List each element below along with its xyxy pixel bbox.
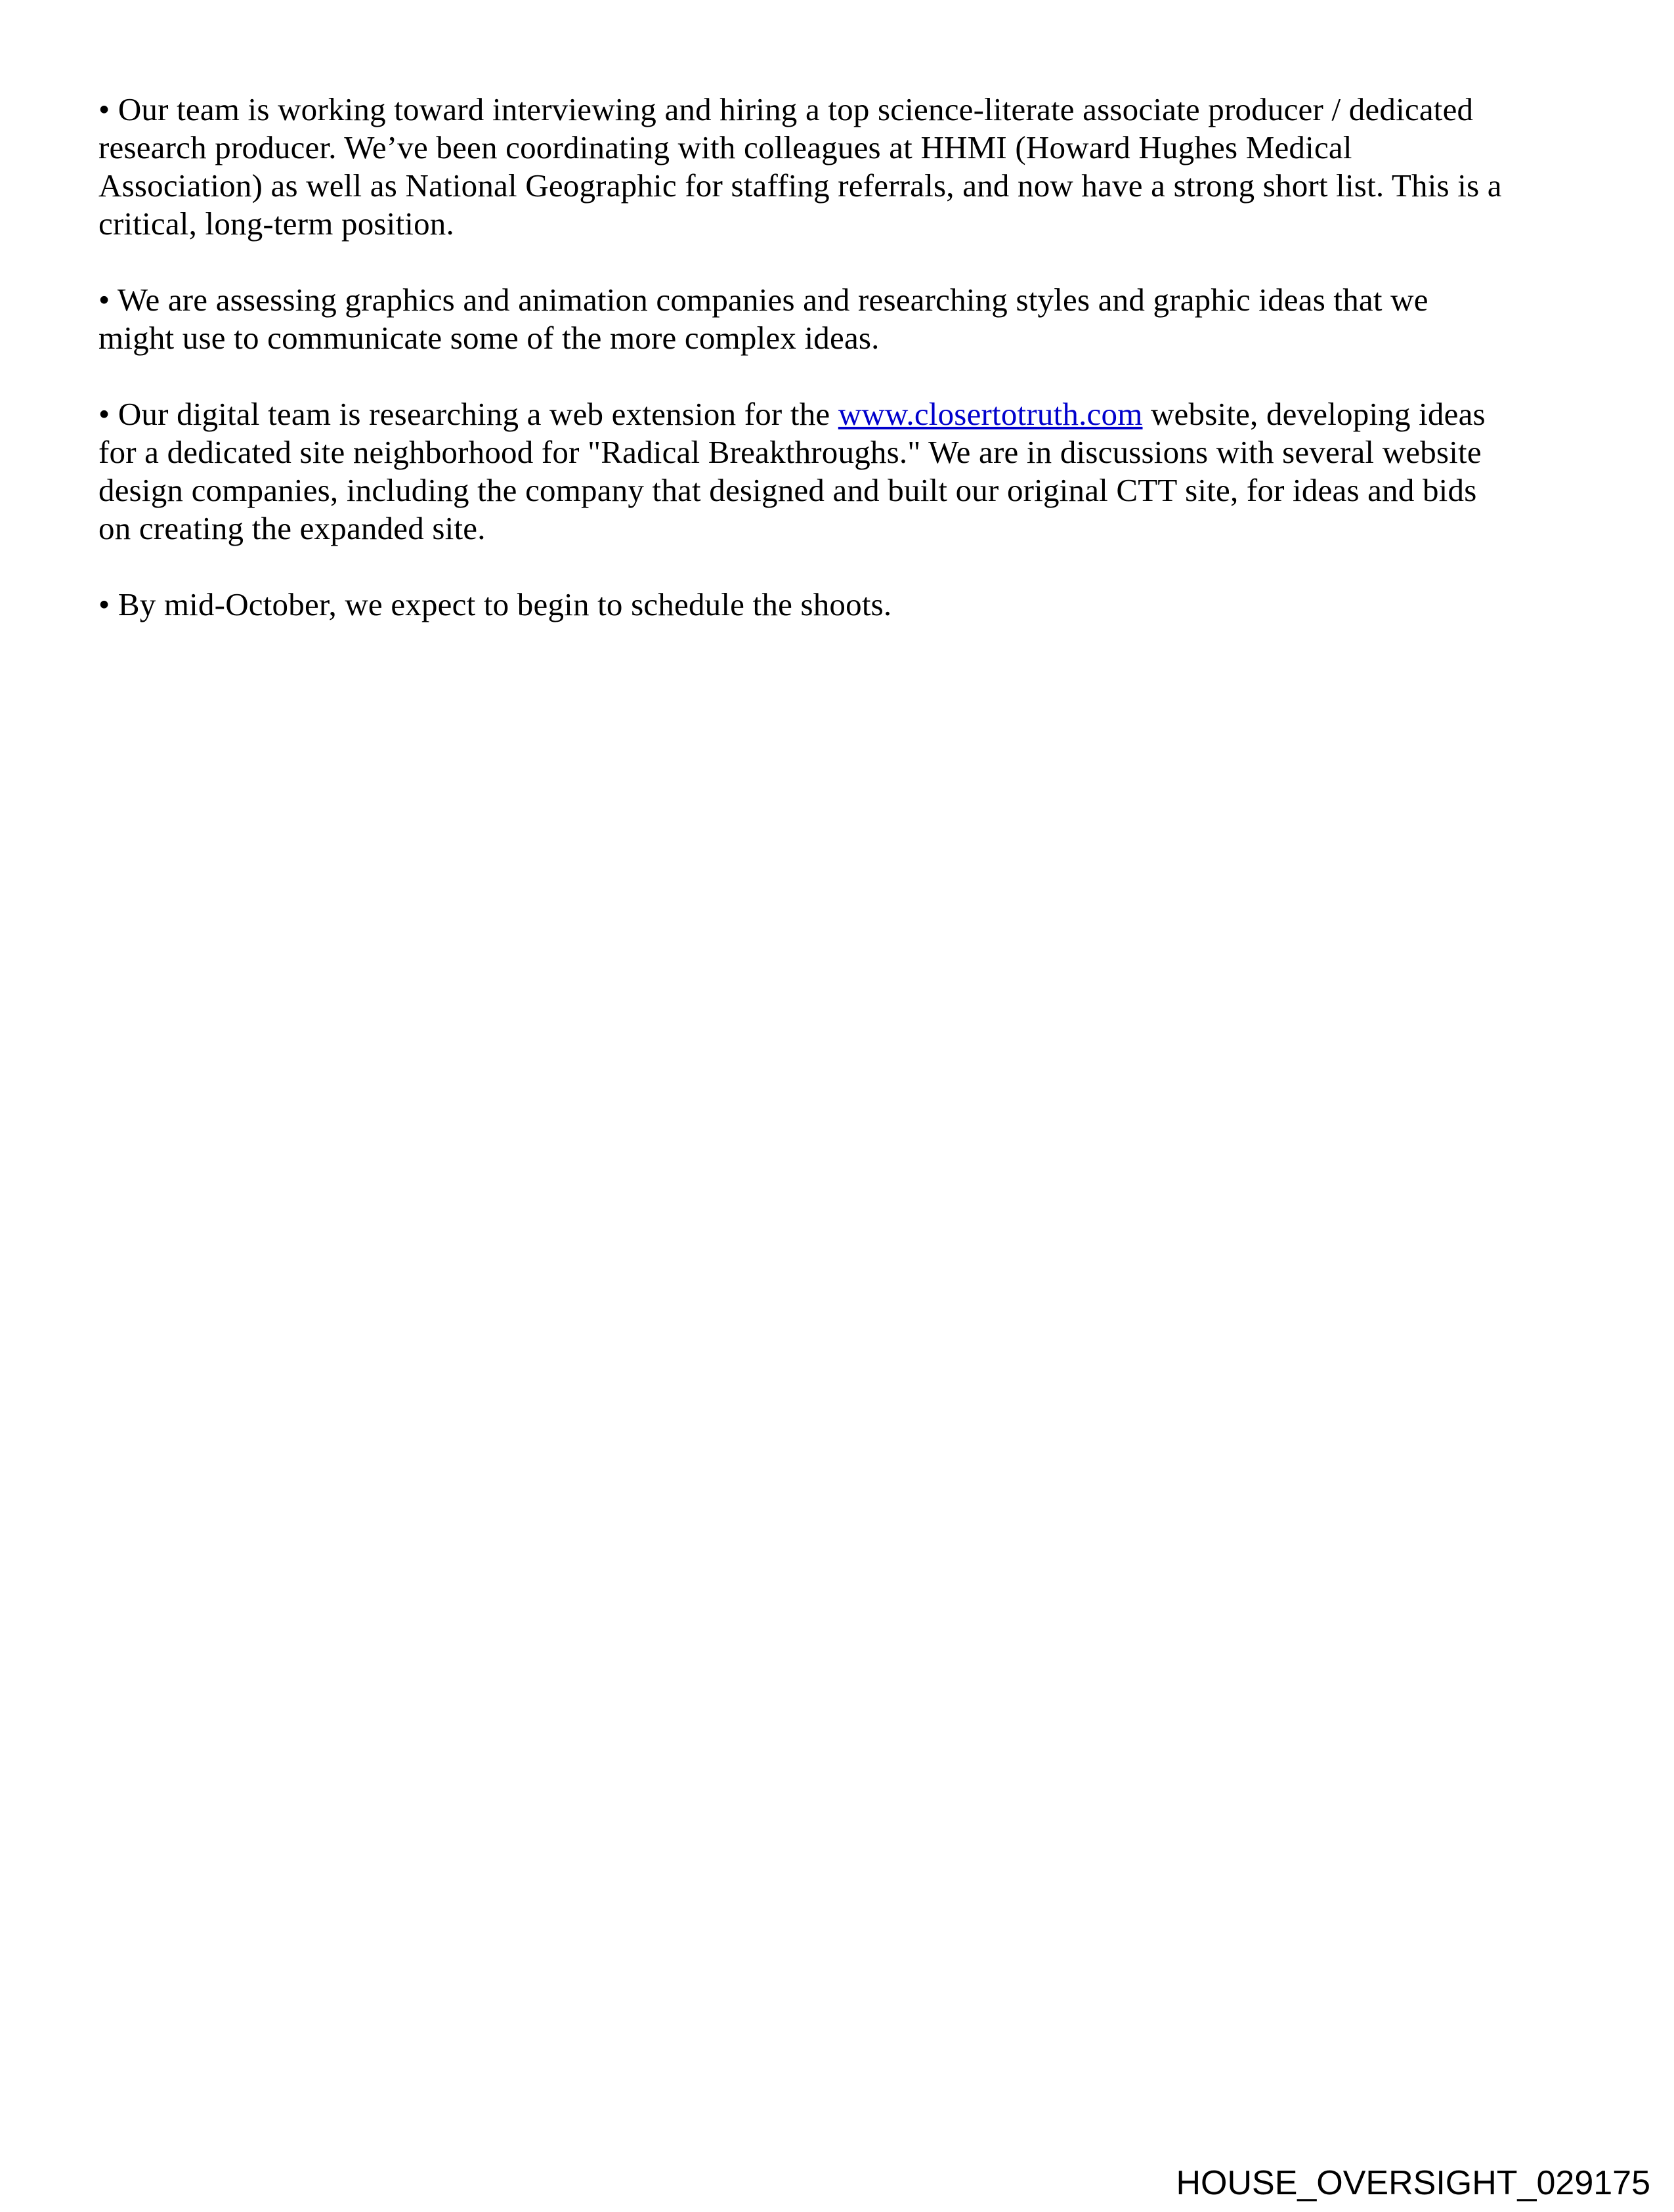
bullet-item-schedule [98, 586, 1510, 624]
bullet-marker: • [98, 586, 118, 622]
document-body [98, 91, 1510, 662]
bullet-text-before-link: Our digital team is researching a web extension for the [118, 396, 838, 432]
bullet-item-graphics [98, 281, 1510, 357]
bullet-text-hiring: Our team is working toward interviewing and hiring a top science-literate associate producer / dedicated research producer. We’ve been coordinating with colleagues at HHMI (Howard Hughes Medical Association) as well as National Geographic for staffing referrals, and now have a strong short list. This is a critical, long-term position. [98, 91, 1502, 242]
bullet-item-hiring [98, 91, 1510, 243]
bullet-text-schedule: By mid-October, we expect to begin to schedule the shoots. [118, 586, 892, 622]
bullet-marker: • [98, 396, 118, 432]
bullet-item-digital-team [98, 395, 1510, 548]
bullet-marker: • [98, 91, 118, 127]
bullet-marker: • [98, 282, 118, 318]
bullet-text-after-link: website, developing ideas for a dedicated site neighborhood for "Radical Breakthroughs." We are in discussions with several website design companies, including the company that designed and built our original CTT site, for ideas and bids on creating the expanded site. [98, 396, 1486, 546]
closertotruth-link[interactable]: www.closertotruth.com [838, 396, 1143, 432]
bullet-text-graphics: We are assessing graphics and animation companies and researching styles and graphic ideas that we might use to communicate some of the more complex ideas. [98, 282, 1428, 356]
bates-number: HOUSE_OVERSIGHT_029175 [1176, 2164, 1650, 2202]
